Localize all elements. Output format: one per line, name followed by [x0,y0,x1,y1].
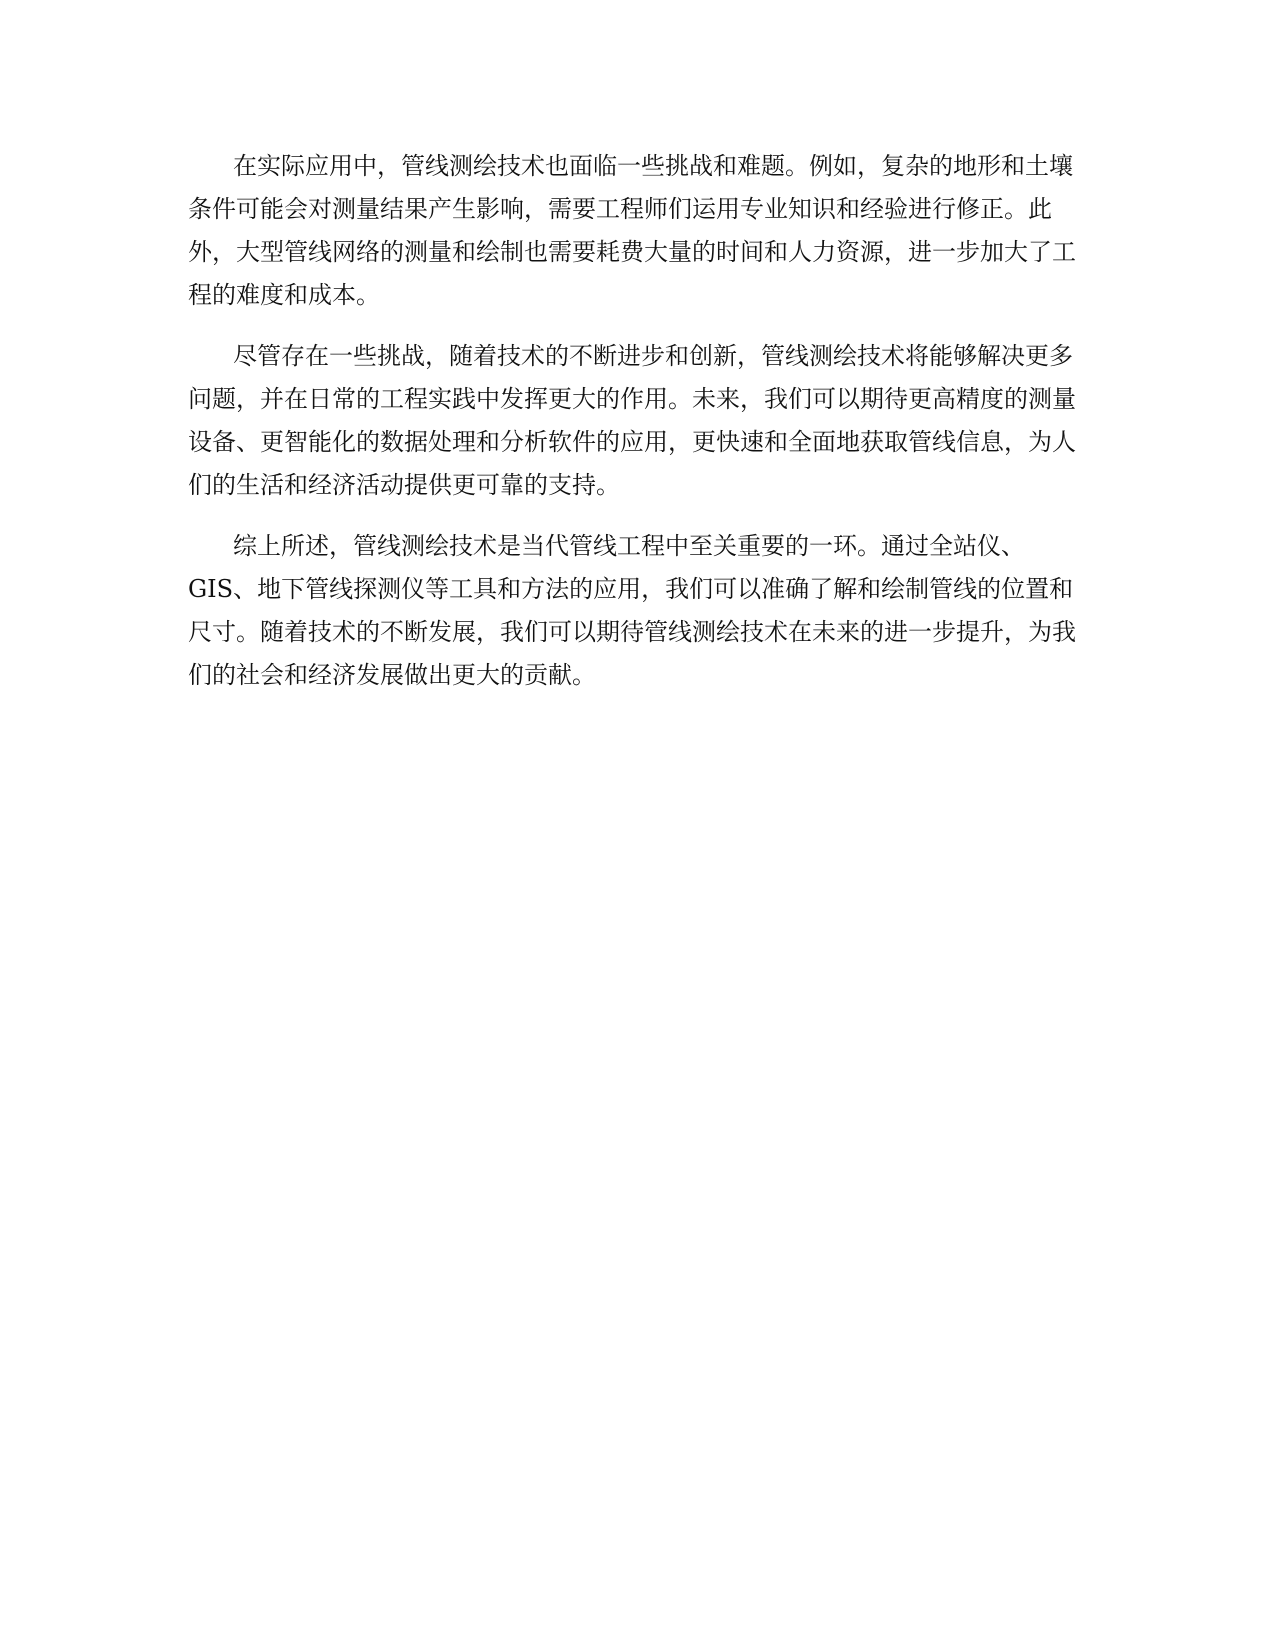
paragraph-future: 尽管存在一些挑战，随着技术的不断进步和创新，管线测绘技术将能够解决更多问题，并在日常的工程实践中发挥更大的作用。未来，我们可以期待更高精度的测量设备、更智能化的数据处理和分析软件的应用，更快速和全面地获取管线信息，为人们的生活和经济活动提供更可靠的支持。 [188,342,1076,499]
paragraph-conclusion: 综上所述，管线测绘技术是当代管线工程中至关重要的一环。通过全站仪、GIS、地下管线探测仪等工具和方法的应用，我们可以准确了解和绘制管线的位置和尺寸。随着技术的不断发展，我们可以期待管线测绘技术在未来的进一步提升，为我们的社会和经济发展做出更大的贡献。 [188,532,1076,689]
paragraph-challenges: 在实际应用中，管线测绘技术也面临一些挑战和难题。例如，复杂的地形和土壤条件可能会对测量结果产生影响，需要工程师们运用专业知识和经验进行修正。此外，大型管线网络的测量和绘制也需要耗费大量的时间和人力资源，进一步加大了工程的难度和成本。 [188,152,1076,309]
document-body [188,145,1088,715]
